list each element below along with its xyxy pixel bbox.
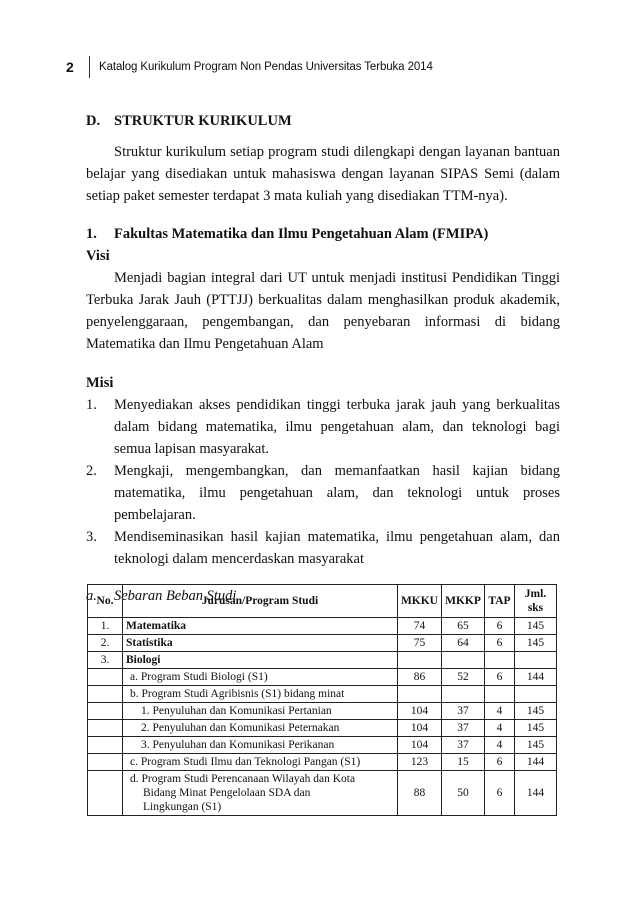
table-row bbox=[88, 754, 557, 771]
col-header-tap: TAP bbox=[485, 585, 515, 618]
cell-jml: 145 bbox=[515, 635, 557, 652]
table-row bbox=[88, 720, 557, 737]
subsection-a-title: Sebaran Beban Studi bbox=[114, 588, 237, 604]
page-header bbox=[66, 55, 433, 79]
cell-mkku: 86 bbox=[397, 669, 441, 686]
cell-program: b. Program Studi Agribisnis (S1) bidang minat bbox=[123, 686, 398, 703]
misi-list bbox=[86, 394, 560, 570]
misi-item-number: 2. bbox=[86, 463, 97, 479]
cell-program: 3. Penyuluhan dan Komunikasi Perikanan bbox=[123, 737, 398, 754]
table-row bbox=[88, 652, 557, 669]
cell-tap: 6 bbox=[485, 771, 515, 816]
section-d-paragraph: Struktur kurikulum setiap program studi dilengkapi dengan layanan bantuan belajar yang disediakan untuk mahasiswa dengan layanan SIPAS Semi (dalam setiap paket semester terdapat 3 mata kuliah yang disediakan TTM-nya). bbox=[86, 144, 560, 204]
misi-item-number: 1. bbox=[86, 397, 97, 413]
cell-no bbox=[88, 737, 123, 754]
section-d-title: STRUKTUR KURIKULUM bbox=[114, 113, 292, 129]
cell-no bbox=[88, 720, 123, 737]
table-row bbox=[88, 669, 557, 686]
cell-program: c. Program Studi Ilmu dan Teknologi Pangan (S1) bbox=[123, 754, 398, 771]
cell-jml: 144 bbox=[515, 669, 557, 686]
cell-program: 2. Penyuluhan dan Komunikasi Peternakan bbox=[123, 720, 398, 737]
cell-tap: 6 bbox=[485, 754, 515, 771]
cell-mkkp: 65 bbox=[442, 618, 485, 635]
section-1-title: Fakultas Matematika dan Ilmu Pengetahuan Alam (FMIPA) bbox=[114, 226, 489, 242]
cell-jml bbox=[515, 652, 557, 669]
cell-program: Biologi bbox=[123, 652, 398, 669]
header-divider bbox=[89, 56, 90, 78]
cell-jml: 145 bbox=[515, 720, 557, 737]
cell-mkkp: 50 bbox=[442, 771, 485, 816]
cell-program: d. Program Studi Perencanaan Wilayah dan Kota Bidang Minat Pengelolaan SDA dan Lingkungan (S1) bbox=[123, 771, 398, 816]
cell-mkkp: 37 bbox=[442, 720, 485, 737]
cell-no: 3. bbox=[88, 652, 123, 669]
document-body bbox=[86, 110, 560, 607]
cell-mkku: 123 bbox=[397, 754, 441, 771]
cell-mkku bbox=[397, 686, 441, 703]
cell-tap bbox=[485, 652, 515, 669]
cell-mkkp bbox=[442, 652, 485, 669]
cell-mkku: 75 bbox=[397, 635, 441, 652]
table-row bbox=[88, 703, 557, 720]
cell-no: 2. bbox=[88, 635, 123, 652]
cell-mkku: 104 bbox=[397, 720, 441, 737]
misi-item-text: Mengkaji, mengembangkan, dan memanfaatkan hasil kajian bidang matematika, ilmu pengetahuan alam, dan teknologi untuk proses pembelajaran. bbox=[114, 463, 560, 523]
cell-jml bbox=[515, 686, 557, 703]
cell-mkkp: 37 bbox=[442, 737, 485, 754]
misi-item bbox=[86, 526, 560, 570]
cell-no bbox=[88, 771, 123, 816]
table-row bbox=[88, 618, 557, 635]
visi-paragraph: Menjadi bagian integral dari UT untuk menjadi institusi Pendidikan Tinggi Terbuka Jarak Jauh (PTTJJ) berkualitas dalam menghasilkan produk akademik, penyelenggaraan, pengembangan, dan penyebaran informasi di bidang Matematika dan Ilmu Pengetahuan Alam bbox=[86, 270, 560, 352]
cell-tap: 6 bbox=[485, 635, 515, 652]
section-d-heading bbox=[86, 110, 560, 132]
cell-tap: 4 bbox=[485, 720, 515, 737]
visi-label: Visi bbox=[86, 248, 110, 264]
cell-mkku: 104 bbox=[397, 737, 441, 754]
cell-jml: 145 bbox=[515, 618, 557, 635]
col-header-mkku: MKKU bbox=[397, 585, 441, 618]
misi-item-text: Menyediakan akses pendidikan tinggi terbuka jarak jauh yang berkualitas dalam bidang matematika, ilmu pengetahuan alam, dan teknologi bagi semua lapisan masyarakat. bbox=[114, 397, 560, 457]
cell-tap: 6 bbox=[485, 618, 515, 635]
cell-program: Statistika bbox=[123, 635, 398, 652]
cell-tap: 6 bbox=[485, 669, 515, 686]
col-header-no: No. bbox=[88, 585, 123, 618]
table-row bbox=[88, 635, 557, 652]
table-row bbox=[88, 737, 557, 754]
cell-mkkp: 15 bbox=[442, 754, 485, 771]
cell-program: 1. Penyuluhan dan Komunikasi Pertanian bbox=[123, 703, 398, 720]
section-d-number: D. bbox=[86, 113, 101, 129]
cell-mkkp bbox=[442, 686, 485, 703]
misi-item-number: 3. bbox=[86, 529, 97, 545]
cell-mkkp: 52 bbox=[442, 669, 485, 686]
cell-mkkp: 64 bbox=[442, 635, 485, 652]
misi-item bbox=[86, 394, 560, 460]
cell-tap: 4 bbox=[485, 703, 515, 720]
cell-jml: 145 bbox=[515, 703, 557, 720]
cell-program: a. Program Studi Biologi (S1) bbox=[123, 669, 398, 686]
cell-no bbox=[88, 686, 123, 703]
cell-tap bbox=[485, 686, 515, 703]
cell-no: 1. bbox=[88, 618, 123, 635]
table-row bbox=[88, 686, 557, 703]
section-1-heading bbox=[86, 223, 560, 245]
cell-no bbox=[88, 754, 123, 771]
cell-no bbox=[88, 703, 123, 720]
misi-label: Misi bbox=[86, 375, 114, 391]
cell-jml: 144 bbox=[515, 754, 557, 771]
cell-mkku bbox=[397, 652, 441, 669]
col-header-program: Jurusan/Program Studi bbox=[123, 585, 398, 618]
cell-mkku: 74 bbox=[397, 618, 441, 635]
cell-tap: 4 bbox=[485, 737, 515, 754]
col-header-mkkp: MKKP bbox=[442, 585, 485, 618]
col-header-jml: Jml. sks bbox=[515, 585, 557, 618]
header-title: Katalog Kurikulum Program Non Pendas Universitas Terbuka 2014 bbox=[99, 61, 433, 73]
table-header-row bbox=[88, 585, 557, 618]
cell-jml: 145 bbox=[515, 737, 557, 754]
cell-program: Matematika bbox=[123, 618, 398, 635]
misi-item-text: Mendiseminasikan hasil kajian matematika, ilmu pengetahuan alam, dan teknologi dalam mencerdaskan masyarakat bbox=[114, 529, 560, 567]
page-number: 2 bbox=[66, 59, 74, 75]
study-load-table bbox=[87, 584, 557, 816]
subsection-a-number: a. bbox=[86, 588, 97, 604]
cell-mkku: 104 bbox=[397, 703, 441, 720]
cell-mkku: 88 bbox=[397, 771, 441, 816]
cell-jml: 144 bbox=[515, 771, 557, 816]
cell-no bbox=[88, 669, 123, 686]
misi-item bbox=[86, 460, 560, 526]
section-1-number: 1. bbox=[86, 226, 97, 242]
table-row bbox=[88, 771, 557, 816]
cell-mkkp: 37 bbox=[442, 703, 485, 720]
